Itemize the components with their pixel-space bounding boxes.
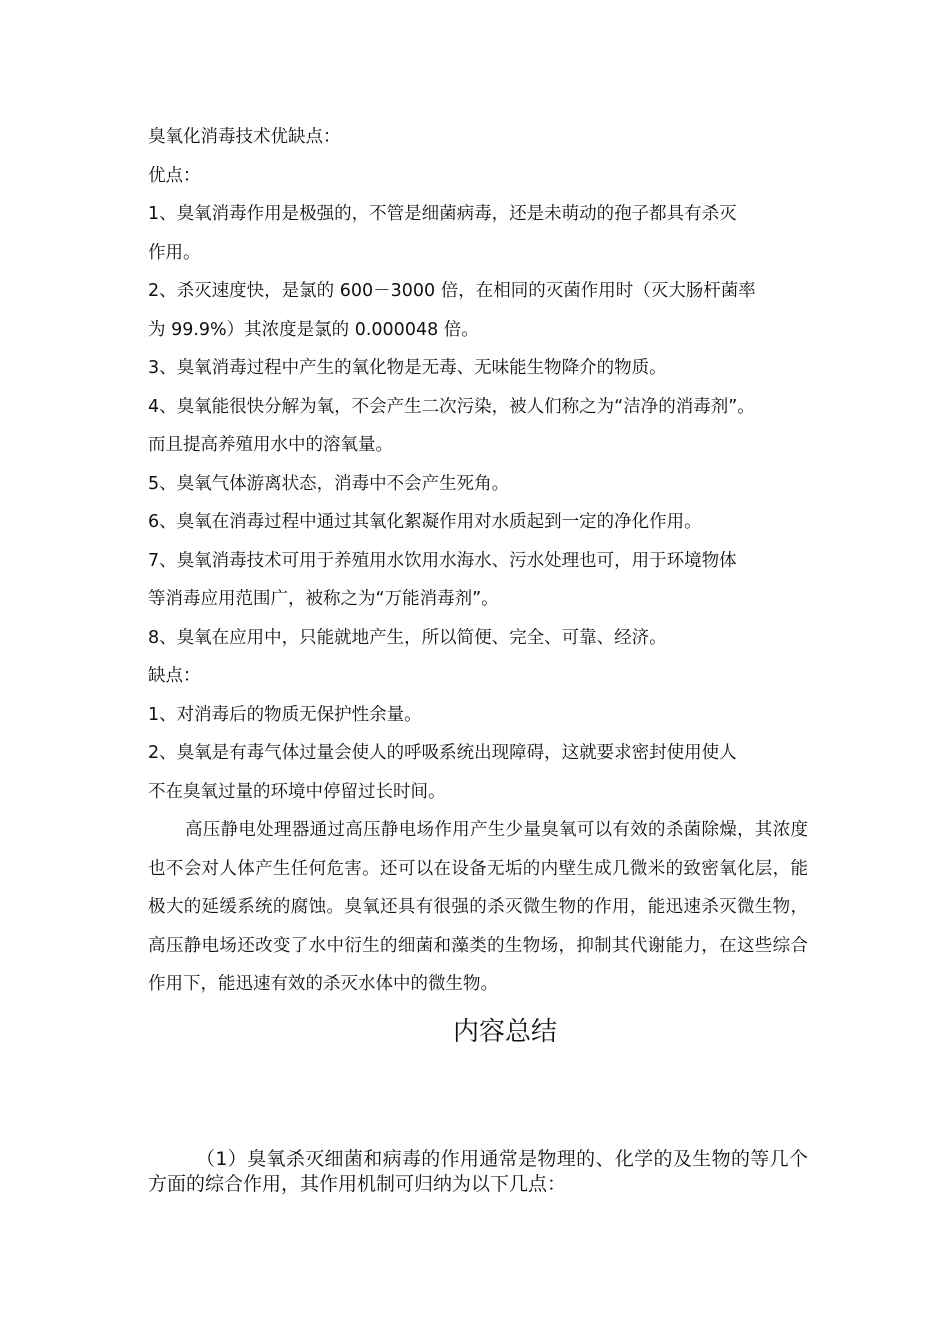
disadvantage-item-2: 2、臭氧是有毒气体过量会使人的呼吸系统出现障碍，这就要求密封使用使人 xyxy=(148,743,737,763)
advantage-item-5: 5、臭氧气体游离状态，消毒中不会产生死角。 xyxy=(148,473,510,494)
document-body xyxy=(148,118,808,1004)
disadvantage-item-2-continued: 不在臭氧过量的环境中停留过长时间。 xyxy=(148,781,446,802)
summary-paragraph: （1）臭氧杀灭细菌和病毒的作用通常是物理的、化学的及生物的等几个方面的综合作用，其作用机制可归纳为以下几点： xyxy=(148,1148,808,1195)
advantage-item-2-continued: 为 99.9%）其浓度是氯的 0.000048 倍。 xyxy=(148,319,479,340)
advantage-item-6: 6、臭氧在消毒过程中通过其氧化絮凝作用对水质起到一定的净化作用。 xyxy=(148,512,702,532)
disadvantage-item-1: 1、对消毒后的物质无保护性余量。 xyxy=(148,704,422,725)
summary-title-row xyxy=(0,1012,950,1052)
advantage-item-1: 1、臭氧消毒作用是极强的，不管是细菌病毒，还是未萌动的孢子都具有杀灭 xyxy=(148,204,737,224)
advantage-item-1-continued: 作用。 xyxy=(148,242,201,263)
advantage-item-4-continued: 而且提高养殖用水中的溶氧量。 xyxy=(148,435,393,455)
advantage-item-2: 2、杀灭速度快，是氯的 600－3000 倍，在相同的灭菌作用时（灭大肠杆菌率 xyxy=(148,281,756,301)
advantage-item-7: 7、臭氧消毒技术可用于养殖用水饮用水海水、污水处理也可，用于环境物体 xyxy=(148,550,737,571)
summary-title: 内容总结 xyxy=(452,1017,557,1047)
document-heading: 臭氧化消毒技术优缺点： xyxy=(148,127,341,147)
advantage-item-4: 4、臭氧能很快分解为氧，不会产生二次污染，被人们称之为“洁净的消毒剂”。 xyxy=(148,396,755,417)
advantage-item-7-continued: 等消毒应用范围广，被称之为“万能消毒剂”。 xyxy=(148,589,499,609)
electrostatic-paragraph: 高压静电处理器通过高压静电场作用产生少量臭氧可以有效的杀菌除燥，其浓度也不会对人体产生任何危害。还可以在设备无垢的内壁生成几微米的致密氧化层，能极大的延缓系统的腐蚀。臭氧还具有很强的杀灭微生物的作用，能迅速杀灭微生物，高压静电场还改变了水中衍生的细菌和藻类的生物场，抑制其代谢能力，在这些综合作用下，能迅速有效的杀灭水体中的微生物。 xyxy=(148,820,808,994)
advantage-item-8: 8、臭氧在应用中，只能就地产生，所以简便、完全、可靠、经济。 xyxy=(148,627,667,648)
advantage-item-3: 3、臭氧消毒过程中产生的氧化物是无毒、无味能生物降介的物质。 xyxy=(148,358,667,378)
disadvantages-label: 缺点： xyxy=(148,666,201,686)
advantages-label: 优点： xyxy=(148,165,201,186)
